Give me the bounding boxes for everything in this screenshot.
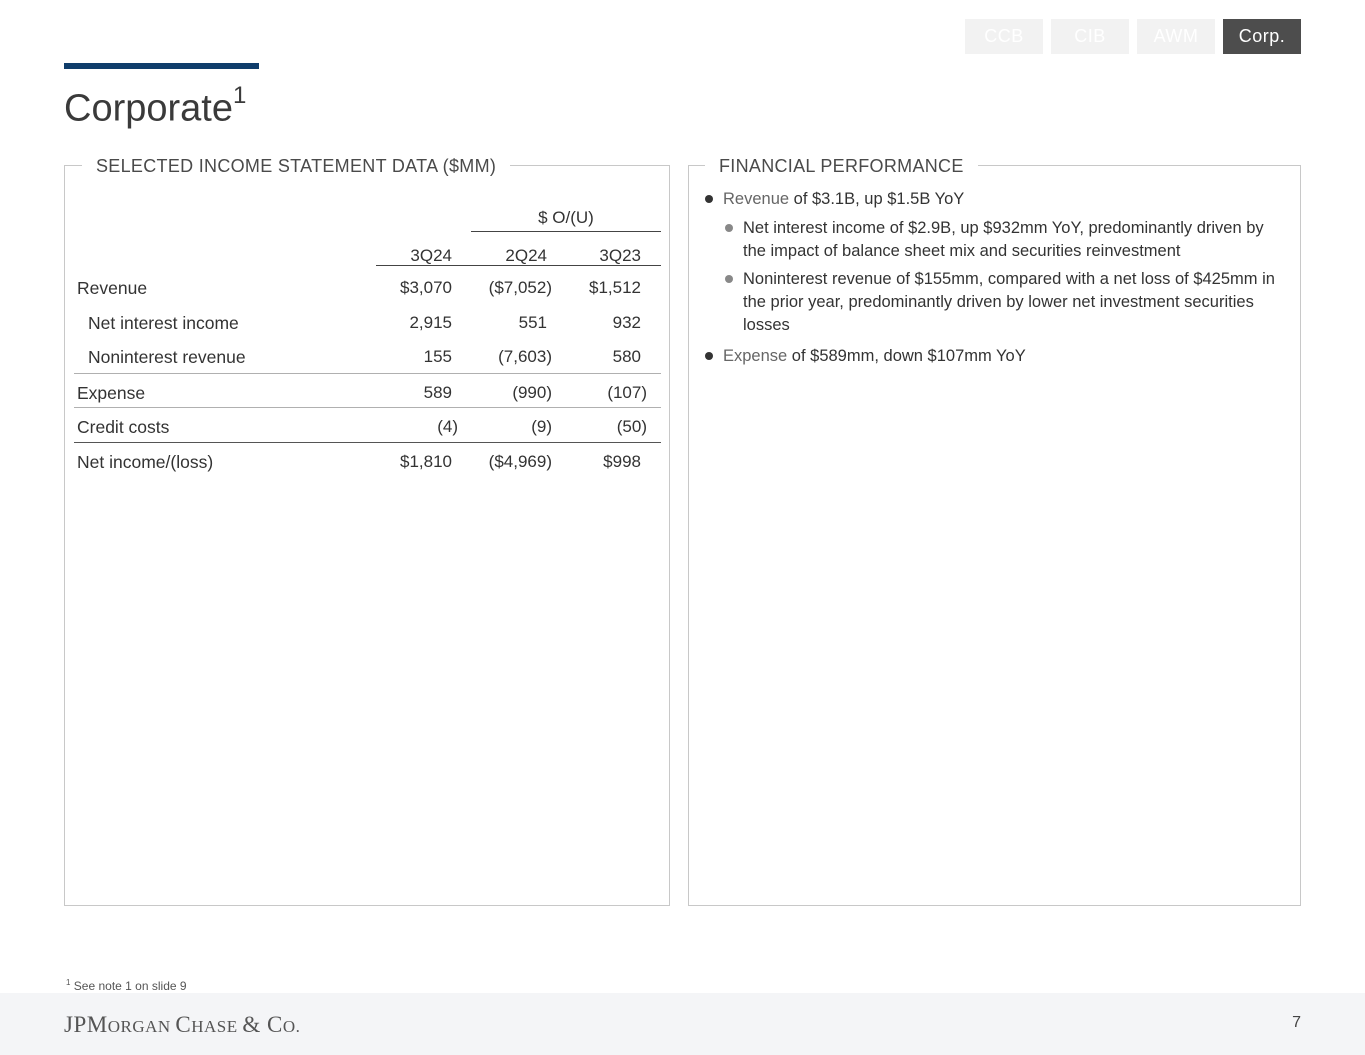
row-label: Net interest income bbox=[88, 313, 239, 333]
financial-performance-panel bbox=[688, 156, 1301, 906]
cell-value: 551 bbox=[518, 313, 547, 332]
cell-value: (9) bbox=[531, 417, 552, 436]
cell-value: ($4,969) bbox=[488, 452, 552, 471]
cell-value: (7,603) bbox=[498, 347, 552, 366]
row-label: Credit costs bbox=[77, 417, 170, 437]
table-row-expense bbox=[74, 373, 661, 408]
column-header-2q24: 2Q24 bbox=[505, 246, 547, 265]
tab-ccb[interactable]: CCB bbox=[965, 19, 1043, 54]
footnote-text: See note 1 on slide 9 bbox=[73, 979, 187, 993]
row-label: Revenue bbox=[77, 278, 148, 298]
title-footnote-marker: 1 bbox=[232, 82, 247, 109]
row-label: Expense bbox=[77, 383, 146, 403]
logo-part: JPM bbox=[64, 1012, 108, 1037]
bullet-expense bbox=[703, 345, 1288, 368]
sub-bullet-noninterest-revenue bbox=[703, 268, 1288, 337]
logo-part: & C bbox=[242, 1012, 283, 1037]
cell-value: (990) bbox=[512, 383, 552, 402]
logo-part: C bbox=[175, 1012, 192, 1037]
page-title bbox=[64, 82, 247, 131]
logo-part: O. bbox=[282, 1017, 301, 1036]
footnote-marker: 1 bbox=[66, 978, 71, 987]
cell-value: (4) bbox=[437, 417, 458, 436]
page-number: 7 bbox=[1292, 1014, 1301, 1031]
bullet-text: of $3.1B, up $1.5B YoY bbox=[789, 190, 965, 208]
column-header-3q23: 3Q23 bbox=[599, 246, 641, 265]
segment-tabs bbox=[965, 19, 1301, 54]
bullet-text: of $589mm, down $107mm YoY bbox=[787, 347, 1026, 365]
table-row-net-income bbox=[74, 442, 661, 477]
tab-cib[interactable]: CIB bbox=[1051, 19, 1129, 54]
cell-value: 589 bbox=[423, 383, 452, 402]
cell-value: 2,915 bbox=[409, 313, 452, 332]
income-statement-heading: SELECTED INCOME STATEMENT DATA ($MM) bbox=[82, 156, 510, 177]
table-row-net-interest-income bbox=[74, 304, 661, 338]
tab-corp[interactable]: Corp. bbox=[1223, 19, 1301, 54]
tab-awm[interactable]: AWM bbox=[1137, 19, 1215, 54]
cell-value: 580 bbox=[612, 347, 641, 366]
bullet-text: Noninterest revenue of $155mm, compared with a net loss of $425mm in the prior year, predominantly driven by lower net investment securities losses bbox=[743, 270, 1275, 334]
sub-bullet-net-interest-income bbox=[703, 217, 1288, 263]
ou-column-group-header: $ O/(U) bbox=[538, 208, 594, 227]
bullet-highlight: Expense bbox=[723, 347, 788, 365]
bullet-revenue bbox=[703, 188, 1288, 211]
cell-value: (50) bbox=[616, 417, 647, 436]
ou-header-underline bbox=[471, 231, 661, 232]
financial-performance-heading: FINANCIAL PERFORMANCE bbox=[705, 156, 978, 177]
cell-value: $1,512 bbox=[589, 278, 641, 297]
logo-part: ORGAN bbox=[107, 1017, 176, 1036]
cell-value: $998 bbox=[603, 452, 641, 471]
table-row-noninterest-revenue bbox=[74, 338, 661, 372]
income-statement-panel bbox=[64, 156, 670, 906]
performance-bullet-list bbox=[703, 188, 1288, 374]
title-accent-rule bbox=[64, 63, 259, 69]
cell-value: $1,810 bbox=[400, 452, 452, 471]
footnote bbox=[66, 978, 187, 993]
company-logo bbox=[64, 1012, 300, 1038]
column-header-3q24: 3Q24 bbox=[410, 246, 452, 265]
row-label: Noninterest revenue bbox=[88, 347, 246, 367]
page-title-text: Corporate bbox=[64, 87, 233, 130]
cell-value: (107) bbox=[607, 383, 647, 402]
bullet-text: Net interest income of $2.9B, up $932mm YoY, predominantly driven by the impact of balance sheet mix and securities reinvestment bbox=[743, 219, 1264, 260]
logo-part: HASE bbox=[191, 1017, 243, 1036]
row-label: Net income/(loss) bbox=[77, 452, 214, 472]
cell-value: 932 bbox=[612, 313, 641, 332]
bullet-highlight: Revenue bbox=[723, 190, 790, 208]
cell-value: ($7,052) bbox=[488, 278, 552, 297]
table-row-revenue bbox=[74, 269, 661, 303]
cell-value: $3,070 bbox=[400, 278, 452, 297]
cell-value: 155 bbox=[423, 347, 452, 366]
column-header-underline bbox=[376, 265, 661, 266]
table-row-credit-costs bbox=[74, 407, 661, 442]
